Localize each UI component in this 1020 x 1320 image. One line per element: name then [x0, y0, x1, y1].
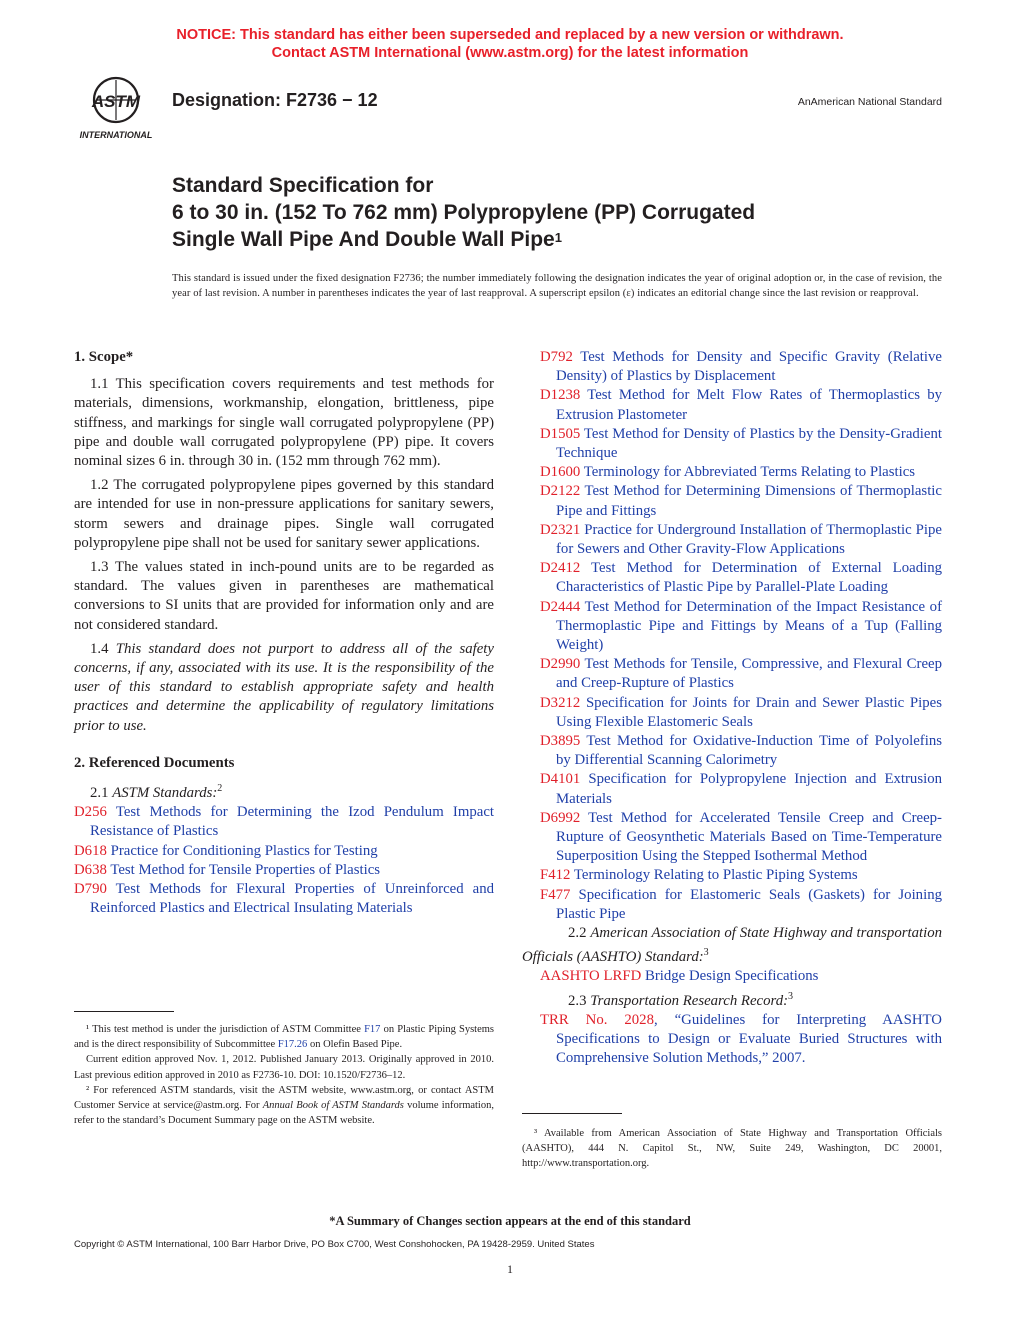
- reference-f477[interactable]: [540, 886, 942, 924]
- left-column: [74, 348, 494, 918]
- reference-d2321[interactable]: [540, 521, 942, 559]
- reference-d1600[interactable]: [540, 463, 942, 482]
- reference-d792[interactable]: [540, 348, 942, 386]
- reference-code: D3895: [540, 733, 581, 750]
- reference-d638[interactable]: [74, 861, 494, 880]
- scope-heading: 1. Scope*: [74, 349, 134, 365]
- reference-title: Test Method for Accelerated Tensile Creep and Creep-Rupture of Geosynthetic Materials Based on Time-Temperature Superposition Using the Stepped Isothermal Method: [556, 809, 942, 865]
- left-footnotes: [74, 1011, 494, 1128]
- reference-d256[interactable]: [74, 803, 494, 841]
- reference-code: F477: [540, 886, 571, 903]
- footnote-1: ¹ This test method is under the jurisdiction of ASTM Committee F17 on Plastic Piping Systems and is the direct responsibility of Subcommittee F17.26 on Olefin Based Pipe.: [74, 1024, 494, 1051]
- reference-title: Test Methods for Density and Specific Gravity (Relative Density) of Plastics by Displacement: [556, 349, 942, 385]
- copyright: Copyright © ASTM International, 100 Barr Harbor Drive, PO Box C700, West Conshohocken, PA 19428-2959. United States: [74, 1239, 595, 1250]
- reference-code: D1238: [540, 387, 581, 404]
- right-column: [522, 348, 942, 1068]
- supersede-notice: [0, 26, 1020, 62]
- reference-code: D1600: [540, 464, 581, 481]
- reference-title: Terminology for Abbreviated Terms Relating to Plastics: [580, 464, 916, 481]
- reference-title: Specification for Polypropylene Injection and Extrusion Materials: [556, 771, 942, 807]
- reference-title: Test Method for Determination of External Loading Characteristics of Plastic Pipe by Parallel-Plate Loading: [556, 560, 942, 596]
- reference-d790[interactable]: [74, 880, 494, 918]
- reference-f412[interactable]: [540, 866, 942, 885]
- title-line-1: Standard Specification for: [172, 174, 434, 197]
- footnote-rule: [74, 1011, 174, 1012]
- reference-code: D2444: [540, 598, 581, 615]
- reference-d1238[interactable]: [540, 386, 942, 424]
- standard-title: [172, 172, 952, 253]
- reference-d4101[interactable]: [540, 770, 942, 808]
- reference-title: Test Methods for Tensile, Compressive, and Flexural Creep and Creep-Rupture of Plastics: [556, 656, 942, 692]
- reference-title: Test Methods for Flexural Properties of Unreinforced and Reinforced Plastics and Electrical Insulating Materials: [90, 881, 494, 917]
- reference-title: Test Method for Density of Plastics by the Density-Gradient Technique: [556, 425, 942, 462]
- scope-1-3: 1.3 The values stated in inch-pound units are to be regarded as standard. The values given in parentheses are mathematical conversions to SI units that are provided for information only and are not considered standard.: [74, 559, 494, 633]
- reference-title: Test Method for Determination of the Impact Resistance of Thermoplastic Pipe and Fittings by Means of a Tup (Falling Weight): [556, 598, 942, 654]
- reference-code: D4101: [540, 771, 581, 788]
- notice-line-1: NOTICE: This standard has either been superseded and replaced by a new version or withdrawn.: [176, 27, 844, 43]
- astm-reference-list-left: [74, 803, 494, 918]
- reference-d2122[interactable]: [540, 482, 942, 520]
- astm-standards-label: 2.1 ASTM Standards:$^2$: [90, 783, 223, 801]
- reference-code: D2412: [540, 560, 581, 577]
- reference-trr-2028[interactable]: TRR No. 2028, “Guidelines for Interpreting AASHTO Specifications to Design or Evaluate Buried Structures with Comprehensive Solution Methods,” 2007.: [540, 1011, 942, 1067]
- notice-line-2: Contact ASTM International (www.astm.org) for the latest information: [271, 45, 749, 61]
- referenced-documents-heading: 2. Referenced Documents: [74, 754, 235, 771]
- reference-d3895[interactable]: [540, 732, 942, 770]
- reference-title: Specification for Elastomeric Seals (Gaskets) for Joining Plastic Pipe: [556, 886, 942, 922]
- reference-code: D792: [540, 349, 573, 365]
- reference-d6992[interactable]: [540, 809, 942, 867]
- reference-aashto-lrfd[interactable]: AASHTO LRFD Bridge Design Specifications: [540, 968, 819, 985]
- issuance-note: This standard is issued under the fixed designation F2736; the number immediately following the designation indicates the year of original adoption or, in the case of revision, the year of last revision. A number in parentheses indicates the year of last reapproval. A superscript epsilon (ε) indicates an editorial change since the last revision or reapproval.: [172, 273, 942, 299]
- right-footnotes: [522, 1113, 942, 1172]
- reference-code: D2122: [540, 483, 581, 500]
- reference-code: D3212: [540, 694, 581, 711]
- reference-d1505[interactable]: [540, 425, 942, 463]
- reference-code: D1505: [540, 425, 581, 442]
- reference-d2444[interactable]: [540, 598, 942, 656]
- scope-1-4: 1.4 This standard does not purport to address all of the safety concerns, if any, associated with its use. It is the responsibility of the user of this standard to establish appropriate safety and health practices and determine the applicability of regulatory limitations prior to use.: [74, 640, 494, 734]
- reference-title: Test Method for Tensile Properties of Plastics: [106, 861, 381, 878]
- reference-code: D638: [74, 861, 107, 878]
- footnote-rule: [522, 1113, 622, 1114]
- reference-code: D618: [74, 842, 107, 859]
- reference-code: F412: [540, 867, 571, 884]
- reference-code: D790: [74, 881, 107, 897]
- reference-title: Test Method for Melt Flow Rates of Thermoplastics by Extrusion Plastometer: [556, 387, 942, 423]
- footnote-2: ² For referenced ASTM standards, visit the ASTM website, www.astm.org, or contact ASTM Customer Service at service@astm.org. For Annual Book of ASTM Standards volume information, refer to the standard’s Document Summary page on the ASTM website.: [74, 1084, 494, 1127]
- aashto-label: 2.2 American Association of State Highway and transportation Officials (AASHTO) Standard:$^3$: [522, 925, 943, 966]
- scope-1-1: 1.1 This specification covers requirements and test methods for materials, dimensions, workmanship, elongation, brittleness, pipe stiffness, and markings for single wall corrugated polypropylene (PP) pipe and double wall corrugated polypropylene (PP) pipe. It covers nominal sizes 6 in. through 30 in. (152 mm through 762 mm).: [74, 376, 494, 470]
- reference-code: D256: [74, 804, 107, 821]
- designation: Designation: F2736 − 12: [172, 90, 378, 110]
- reference-title: Practice for Underground Installation of Thermoplastic Pipe for Sewers and Other Gravity-Flow Applications: [556, 521, 942, 558]
- footnote-3: ³ Available from American Association of State Highway and Transportation Officials (AASHTO), 444 N. Capitol St., NW, Suite 249, Washington, DC 20001, http://www.transportation.org.: [522, 1128, 942, 1170]
- reference-title: Specification for Joints for Drain and Sewer Plastic Pipes Using Flexible Elastomeric Seals: [556, 694, 942, 730]
- reference-title: Test Methods for Determining the Izod Pendulum Impact Resistance of Plastics: [90, 804, 494, 840]
- reference-title: Terminology Relating to Plastic Piping Systems: [570, 867, 858, 884]
- reference-d3212[interactable]: [540, 694, 942, 732]
- summary-of-changes-note: *A Summary of Changes section appears at the end of this standard: [329, 1214, 691, 1228]
- title-line-3: Single Wall Pipe And Double Wall Pipe$^1$: [172, 228, 562, 251]
- american-national-standard-label: AnAmerican National Standard: [797, 96, 942, 108]
- astm-logo: [74, 72, 164, 144]
- page-number: 1: [507, 1262, 513, 1276]
- title-line-2: 6 to 30 in. (152 To 762 mm) Polypropylene (PP) Corrugated: [172, 201, 756, 224]
- title-footnote-mark: 1: [554, 230, 562, 245]
- reference-code: D6992: [540, 809, 581, 826]
- reference-d618[interactable]: [74, 842, 494, 861]
- link-f17[interactable]: F17: [364, 1024, 381, 1035]
- astm-reference-list-right: [522, 348, 942, 924]
- link-f17-26[interactable]: F17.26: [277, 1039, 308, 1051]
- reference-code: D2321: [540, 521, 581, 538]
- svg-text:INTERNATIONAL: INTERNATIONAL: [79, 130, 153, 140]
- reference-title: Test Method for Oxidative-Induction Time of Polyolefins by Differential Scanning Calorimetry: [556, 733, 942, 769]
- trr-label: 2.3 Transportation Research Record:$^3$: [568, 990, 794, 1009]
- reference-title: Practice for Conditioning Plastics for Testing: [106, 842, 378, 859]
- reference-code: D2990: [540, 656, 581, 673]
- scope-1-2: 1.2 The corrugated polypropylene pipes governed by this standard are intended for use in non-pressure applications for sanitary sewers, storm sewers and drainage pipes. Single wall corrugated polypropylene pipe shall not be used for sanitary sewer applications.: [74, 477, 494, 551]
- svg-text:ASTM: ASTM: [91, 92, 141, 111]
- reference-title: Test Method for Determining Dimensions of Thermoplastic Pipe and Fittings: [556, 483, 942, 519]
- footnote-1-edition: Current edition approved Nov. 1, 2012. Published January 2013. Originally approved in 2010. Last previous edition approved in 2010 as F2736-10. DOI: 10.1520/F2736–12.: [74, 1054, 494, 1081]
- reference-d2412[interactable]: [540, 559, 942, 597]
- reference-d2990[interactable]: [540, 655, 942, 693]
